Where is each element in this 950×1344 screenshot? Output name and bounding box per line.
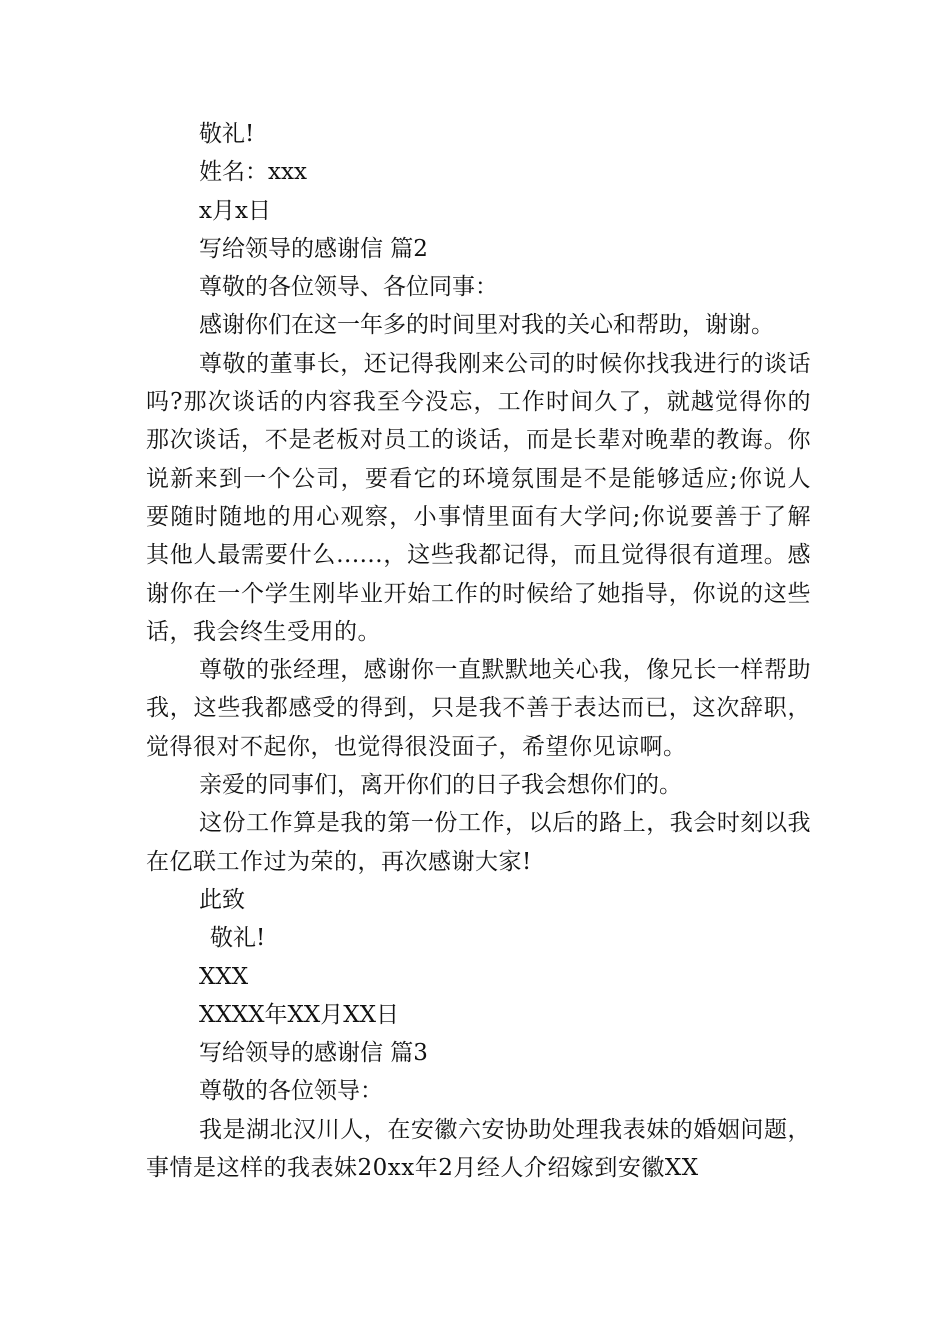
signature-date-2: XXXX年XX月XX日 [199,1001,399,1028]
letter-greeting-3: 尊敬的各位领导： [199,1078,383,1105]
signature-name: 姓名：xxx [199,159,307,186]
closing-phrase: 此致 [199,886,245,913]
paragraph-chairman: 尊敬的董事长，还记得我刚来公司的时候你找我进行的谈话吗?那次谈话的内容我至今没忘，工作时间久了，就越觉得你的那次谈话，不是老板对员工的谈话，而是长辈对晚辈的教诲。你说新来到一个公司，要看它的环境氛围是不是能够适应;你说人要随时随地的用心观察，小事情里面有大学问;你说要善于了解其他人最需要什么......，这些我都记得，而且觉得很有道理。感谢你在一个学生刚毕业开始工作的时候给了她指导，你说的这些话，我会终生受用的。 [146,350,811,645]
signature-name-2: XXX [199,963,249,990]
paragraph-colleagues: 亲爱的同事们，离开你们的日子我会想你们的。 [199,772,682,799]
paragraph-first-job: 这份工作算是我的第一份工作，以后的路上，我会时刻以我在亿联工作过为荣的，再次感谢大家! [146,810,811,875]
paragraph-background: 我是湖北汉川人，在安徽六安协助处理我表妹的婚姻问题，事情是这样的我表妹20xx年2月经人介绍嫁到安徽XX [146,1116,811,1182]
document-page [146,115,811,1187]
closing-salute-2: 敬礼! [210,925,266,952]
paragraph-manager: 尊敬的张经理，感谢你一直默默地关心我，像兄长一样帮助我，这些我都感受的得到，只是我不善于表达而已，这次辞职，觉得很对不起你，也觉得很没面子，希望你见谅啊。 [146,657,811,760]
signature-date: x月x日 [199,197,271,224]
closing-salute: 敬礼! [199,121,255,147]
section-heading-2: 写给领导的感谢信 篇2 [199,235,428,262]
section-heading-3: 写给领导的感谢信 篇3 [199,1040,428,1067]
letter-greeting: 尊敬的各位领导、各位同事： [199,274,498,301]
paragraph-thanks: 感谢你们在这一年多的时间里对我的关心和帮助，谢谢。 [199,312,774,339]
